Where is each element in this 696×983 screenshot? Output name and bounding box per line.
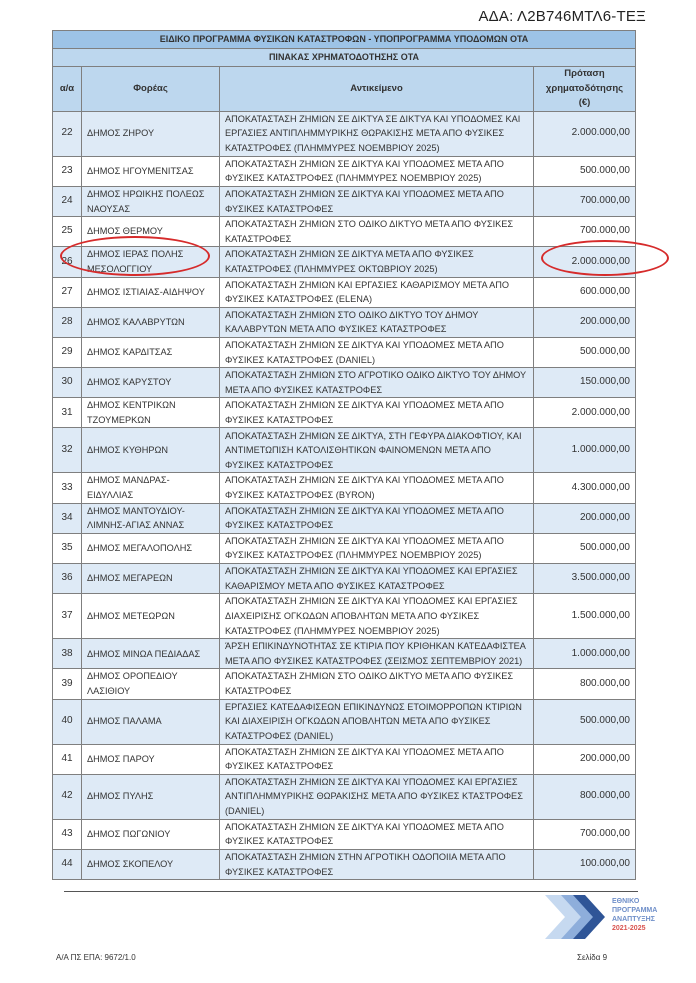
row-number: 39 — [53, 669, 82, 699]
row-subject: ΑΠΟΚΑΤΑΣΤΑΣΗ ΖΗΜΙΩΝ ΣΕ ΔΙΚΤΥΑ ΚΑΙ ΥΠΟΔΟΜΕΣ ΚΑΙ ΕΡΓΑΣΙΕΣ ΚΑΘΑΡΙΣΜΟΥ ΜΕΤΑ ΑΠΟ ΦΥΣΙΚΕΣ ΚΑΤΑΣΤΡΟΦΕΣ — [220, 564, 534, 594]
table-row — [53, 368, 636, 398]
row-subject: ΑΠΟΚΑΤΑΣΤΑΣΗ ΖΗΜΙΩΝ ΣΤΟ ΟΔΙΚΟ ΔΙΚΤΥΟ ΜΕΤΑ ΑΠΟ ΦΥΣΙΚΕΣ ΚΑΤΑΣΤΡΟΦΕΣ — [220, 669, 534, 699]
logo-line: ΕΘΝΙΚΟ — [612, 898, 640, 905]
table-row — [53, 111, 636, 156]
table-row — [53, 819, 636, 849]
row-amount: 1.500.000,00 — [534, 594, 636, 639]
table-row — [53, 849, 636, 879]
table-row — [53, 307, 636, 337]
logo-line: ΑΝΑΠΤΥΞΗΣ — [612, 916, 655, 923]
row-subject: ΑΠΟΚΑΤΑΣΤΑΣΗ ΖΗΜΙΩΝ ΣΕ ΔΙΚΤΥΑ ΚΑΙ ΥΠΟΔΟΜΕΣ ΜΕΤΑ ΑΠΟ ΦΥΣΙΚΕΣ ΚΑΤΑΣΤΡΟΦΕΣ — [220, 819, 534, 849]
row-number: 34 — [53, 503, 82, 533]
row-subject: ΕΡΓΑΣΙΕΣ ΚΑΤΕΔΑΦΙΣΕΩΝ ΕΠΙΚΙΝΔΥΝΩΣ ΕΤΟΙΜΟΡΡΟΠΩΝ ΚΤΙΡΙΩΝ ΚΑΙ ΔΙΑΧΕΙΡΙΣΗ ΟΓΚΩΔΩΝ ΑΠΟΒΛΗΤΩΝ ΜΕΤΑ ΑΠΟ ΦΥΣΙΚΕΣ ΚΑΤΑΣΤΡΟΦΕΣ (DANIEL) — [220, 699, 534, 744]
row-subject: ΑΠΟΚΑΤΑΣΤΑΣΗ ΖΗΜΙΩΝ ΣΤΟ ΑΓΡΟΤΙΚΟ ΟΔΙΚΟ ΔΙΚΤΥΟ ΤΟΥ ΔΗΜΟΥ ΜΕΤΑ ΑΠΟ ΦΥΣΙΚΕΣ ΚΑΤΑΣΤΡΟΦΕΣ — [220, 368, 534, 398]
table-row — [53, 217, 636, 247]
row-subject: ΑΠΟΚΑΤΑΣΤΑΣΗ ΖΗΜΙΩΝ ΣΕ ΔΙΚΤΥΑ ΚΑΙ ΥΠΟΔΟΜΕΣ ΚΑΙ ΕΡΓΑΣΙΕΣ ΑΝΤΙΠΛΗΜΜΥΡΙΚΗΣ ΘΩΡΑΚΙΣΗΣ ΜΕΤΑ ΑΠΟ ΦΥΣΙΚΕΣ ΚΤΑΣΤΡΟΦΕΣ (DANIEL) — [220, 774, 534, 819]
table-row — [53, 186, 636, 216]
table-row — [53, 669, 636, 699]
row-number: 42 — [53, 774, 82, 819]
row-body: ΔΗΜΟΣ ΜΕΓΑΛΟΠΟΛΗΣ — [82, 533, 220, 563]
col-header-subject: Αντικείμενο — [220, 67, 534, 112]
row-body: ΔΗΜΟΣ ΠΑΛΑΜΑ — [82, 699, 220, 744]
row-subject: ΆΡΣΗ ΕΠΙΚΙΝΔΥΝΟΤΗΤΑΣ ΣΕ ΚΤΙΡΙΑ ΠΟΥ ΚΡΙΘΗΚΑΝ ΚΑΤΕΔΑΦΙΣΤΕΑ ΜΕΤΑ ΑΠΟ ΦΥΣΙΚΕΣ ΚΑΤΑΣΤΡΟΦΕΣ (ΣΕΙΣΜΟΣ ΣΕΠΤΕΜΒΡΙΟΥ 2021) — [220, 639, 534, 669]
row-amount: 2.000.000,00 — [534, 398, 636, 428]
table-row — [53, 639, 636, 669]
row-body: ΔΗΜΟΣ ΜΑΝΤΟΥΔΙΟΥ-ΛΙΜΝΗΣ-ΑΓΙΑΣ ΑΝΝΑΣ — [82, 503, 220, 533]
row-body: ΔΗΜΟΣ ΙΕΡΑΣ ΠΟΛΗΣ ΜΕΣΟΛΟΓΓΙΟΥ — [82, 247, 220, 277]
row-amount: 100.000,00 — [534, 849, 636, 879]
logo-text — [612, 897, 657, 933]
row-subject: ΑΠΟΚΑΤΑΣΤΑΣΗ ΖΗΜΙΩΝ ΣΕ ΔΙΚΤΥΑ ΣΕ ΔΙΚΤΥΑ ΚΑΙ ΥΠΟΔΟΜΕΣ ΚΑΙ ΕΡΓΑΣΙΕΣ ΑΝΤΙΠΛΗΜΜΥΡΙΚΗΣ ΘΩΡΑΚΙΣΗΣ ΜΕΤΑ ΑΠΟ ΦΥΣΙΚΕΣ ΚΑΤΑΣΤΡΟΦΕΣ (ΠΛΗΜΜΥΡΕΣ ΝΟΕΜΒΡΙΟΥ 2025) — [220, 111, 534, 156]
table-row — [53, 533, 636, 563]
row-number: 33 — [53, 473, 82, 503]
row-number: 44 — [53, 849, 82, 879]
row-body: ΔΗΜΟΣ ΘΕΡΜΟΥ — [82, 217, 220, 247]
row-subject: ΑΠΟΚΑΤΑΣΤΑΣΗ ΖΗΜΙΩΝ ΣΕ ΔΙΚΤΥΑ, ΣΤΗ ΓΕΦΥΡΑ ΔΙΑΚΟΦΤΙΟΥ, ΚΑΙ ΑΝΤΙΜΕΤΩΠΙΣΗ ΚΑΤΟΛΙΣΘΗΤΙΚΩΝ ΦΑΙΝΟΜΕΝΩΝ ΜΕΤΑ ΑΠΟ ΦΥΣΙΚΕΣ ΚΑΤΑΣΤΡΟΦΕΣ — [220, 428, 534, 473]
row-body: ΔΗΜΟΣ ΜΕΤΕΩΡΩΝ — [82, 594, 220, 639]
col-header-body: Φορέας — [82, 67, 220, 112]
column-header-row — [53, 67, 636, 112]
row-body: ΔΗΜΟΣ ΠΩΓΩΝΙΟΥ — [82, 819, 220, 849]
row-number: 37 — [53, 594, 82, 639]
row-body: ΔΗΜΟΣ ΟΡΟΠΕΔΙΟΥ ΛΑΣΙΘΙΟΥ — [82, 669, 220, 699]
logo-years: 2021-2025 — [612, 925, 646, 932]
row-number: 29 — [53, 337, 82, 367]
table-row — [53, 428, 636, 473]
row-subject: ΑΠΟΚΑΤΑΣΤΑΣΗ ΖΗΜΙΩΝ ΚΑΙ ΕΡΓΑΣΙΕΣ ΚΑΘΑΡΙΣΜΟΥ ΜΕΤΑ ΑΠΟ ΦΥΣΙΚΕΣ ΚΑΤΑΣΤΡΟΦΕΣ (ELENA) — [220, 277, 534, 307]
table-subtitle: ΠΙΝΑΚΑΣ ΧΡΗΜΑΤΟΔΟΤΗΣΗΣ ΟΤΑ — [53, 49, 636, 67]
row-amount: 500.000,00 — [534, 156, 636, 186]
table-row — [53, 774, 636, 819]
row-amount: 500.000,00 — [534, 533, 636, 563]
row-amount: 700.000,00 — [534, 217, 636, 247]
row-body: ΔΗΜΟΣ ΣΚΟΠΕΛΟΥ — [82, 849, 220, 879]
row-subject: ΑΠΟΚΑΤΑΣΤΑΣΗ ΖΗΜΙΩΝ ΣΤΟ ΟΔΙΚΟ ΔΙΚΤΥΟ ΜΕΤΑ ΑΠΟ ΦΥΣΙΚΕΣ ΚΑΤΑΣΤΡΟΦΕΣ — [220, 217, 534, 247]
row-amount: 4.300.000,00 — [534, 473, 636, 503]
row-amount: 700.000,00 — [534, 186, 636, 216]
row-body: ΔΗΜΟΣ ΜΙΝΩΑ ΠΕΔΙΑΔΑΣ — [82, 639, 220, 669]
row-subject: ΑΠΟΚΑΤΑΣΤΑΣΗ ΖΗΜΙΩΝ ΣΕ ΔΙΚΤΥΑ ΚΑΙ ΥΠΟΔΟΜΕΣ ΜΕΤΑ ΑΠΟ ΦΥΣΙΚΕΣ ΚΑΤΑΣΤΡΟΦΕΣ — [220, 398, 534, 428]
table-title-row — [53, 31, 636, 49]
row-subject: ΑΠΟΚΑΤΑΣΤΑΣΗ ΖΗΜΙΩΝ ΣΕ ΔΙΚΤΥΑ ΚΑΙ ΥΠΟΔΟΜΕΣ ΜΕΤΑ ΑΠΟ ΦΥΣΙΚΕΣ ΚΑΤΑΣΤΡΟΦΕΣ — [220, 186, 534, 216]
table-row — [53, 699, 636, 744]
row-body: ΔΗΜΟΣ ΠΑΡΟΥ — [82, 744, 220, 774]
table-row — [53, 594, 636, 639]
row-number: 30 — [53, 368, 82, 398]
row-number: 27 — [53, 277, 82, 307]
row-number: 40 — [53, 699, 82, 744]
row-subject: ΑΠΟΚΑΤΑΣΤΑΣΗ ΖΗΜΙΩΝ ΣΕ ΔΙΚΤΥΑ ΜΕΤΑ ΑΠΟ ΦΥΣΙΚΕΣ ΚΑΤΑΣΤΡΟΦΕΣ (ΠΛΗΜΜΥΡΕΣ ΟΚΤΩΒΡΙΟΥ 2025) — [220, 247, 534, 277]
row-amount: 2.000.000,00 — [534, 111, 636, 156]
row-number: 41 — [53, 744, 82, 774]
table-row — [53, 564, 636, 594]
table-row — [53, 277, 636, 307]
row-subject: ΑΠΟΚΑΤΑΣΤΑΣΗ ΖΗΜΙΩΝ ΣΤΟ ΟΔΙΚΟ ΔΙΚΤΥΟ ΤΟΥ ΔΗΜΟΥ ΚΑΛΑΒΡΥΤΩΝ ΜΕΤΑ ΑΠΟ ΦΥΣΙΚΕΣ ΚΑΤΑΣΤΡΟΦΕΣ — [220, 307, 534, 337]
row-number: 22 — [53, 111, 82, 156]
row-amount: 200.000,00 — [534, 503, 636, 533]
row-number: 25 — [53, 217, 82, 247]
row-subject: ΑΠΟΚΑΤΑΣΤΑΣΗ ΖΗΜΙΩΝ ΣΕ ΔΙΚΤΥΑ ΚΑΙ ΥΠΟΔΟΜΕΣ ΚΑΙ ΕΡΓΑΣΙΕΣ ΔΙΑΧΕΙΡΙΣΗΣ ΟΓΚΩΔΩΝ ΑΠΟΒΛΗΤΩΝ ΜΕΤΑ ΑΠΟ ΦΥΣΙΚΕΣ ΚΑΤΑΣΤΡΟΦΕΣ (ΠΛΗΜΜΥΡΕΣ ΝΟΕΜΒΡΙΟΥ 2025) — [220, 594, 534, 639]
row-body: ΔΗΜΟΣ ΖΗΡΟΥ — [82, 111, 220, 156]
table-row — [53, 337, 636, 367]
table-title: ΕΙΔΙΚΟ ΠΡΟΓΡΑΜΜΑ ΦΥΣΙΚΩΝ ΚΑΤΑΣΤΡΟΦΩΝ - ΥΠΟΠΡΟΓΡΑΜΜΑ ΥΠΟΔΟΜΩΝ ΟΤΑ — [53, 31, 636, 49]
col-header-amount: Πρόταση χρηματοδότησης (€) — [534, 67, 636, 112]
row-number: 24 — [53, 186, 82, 216]
table-subtitle-row — [53, 49, 636, 67]
row-subject: ΑΠΟΚΑΤΑΣΤΑΣΗ ΖΗΜΙΩΝ ΣΤΗΝ ΑΓΡΟΤΙΚΗ ΟΔΟΠΟΙΙΑ ΜΕΤΑ ΑΠΟ ΦΥΣΙΚΕΣ ΚΑΤΑΣΤΡΟΦΕΣ — [220, 849, 534, 879]
row-amount: 150.000,00 — [534, 368, 636, 398]
table-row — [53, 398, 636, 428]
row-amount: 500.000,00 — [534, 337, 636, 367]
row-number: 26 — [53, 247, 82, 277]
row-body: ΔΗΜΟΣ ΜΕΓΑΡΕΩΝ — [82, 564, 220, 594]
row-subject: ΑΠΟΚΑΤΑΣΤΑΣΗ ΖΗΜΙΩΝ ΣΕ ΔΙΚΤΥΑ ΚΑΙ ΥΠΟΔΟΜΕΣ ΜΕΤΑ ΑΠΟ ΦΥΣΙΚΕΣ ΚΑΤΑΣΤΡΟΦΕΣ — [220, 503, 534, 533]
funding-table — [52, 30, 636, 880]
row-body: ΔΗΜΟΣ ΚΑΡΔΙΤΣΑΣ — [82, 337, 220, 367]
row-amount: 3.500.000,00 — [534, 564, 636, 594]
logo-line: ΠΡΟΓΡΑΜΜΑ — [612, 907, 658, 914]
row-body: ΔΗΜΟΣ ΜΑΝΔΡΑΣ-ΕΙΔΥΛΛΙΑΣ — [82, 473, 220, 503]
row-subject: ΑΠΟΚΑΤΑΣΤΑΣΗ ΖΗΜΙΩΝ ΣΕ ΔΙΚΤΥΑ ΚΑΙ ΥΠΟΔΟΜΕΣ ΜΕΤΑ ΑΠΟ ΦΥΣΙΚΕΣ ΚΑΤΑΣΤΡΟΦΕΣ (DANIEL) — [220, 337, 534, 367]
row-amount: 600.000,00 — [534, 277, 636, 307]
row-body: ΔΗΜΟΣ ΠΥΛΗΣ — [82, 774, 220, 819]
row-number: 28 — [53, 307, 82, 337]
ada-code: ΑΔΑ: Λ2Β746ΜΤΛ6-ΤΕΞ — [478, 8, 646, 25]
row-body: ΔΗΜΟΣ ΗΓΟΥΜΕΝΙΤΣΑΣ — [82, 156, 220, 186]
row-amount: 200.000,00 — [534, 744, 636, 774]
table-row — [53, 744, 636, 774]
row-body: ΔΗΜΟΣ ΚΑΛΑΒΡΥΤΩΝ — [82, 307, 220, 337]
row-subject: ΑΠΟΚΑΤΑΣΤΑΣΗ ΖΗΜΙΩΝ ΣΕ ΔΙΚΤΥΑ ΚΑΙ ΥΠΟΔΟΜΕΣ ΜΕΤΑ ΑΠΟ ΦΥΣΙΚΕΣ ΚΑΤΑΣΤΡΟΦΕΣ (ΠΛΗΜΜΥΡΕΣ ΝΟΕΜΒΡΙΟΥ 2025) — [220, 156, 534, 186]
row-amount: 500.000,00 — [534, 699, 636, 744]
table-row — [53, 473, 636, 503]
row-number: 38 — [53, 639, 82, 669]
row-number: 31 — [53, 398, 82, 428]
table-row — [53, 503, 636, 533]
row-number: 35 — [53, 533, 82, 563]
row-subject: ΑΠΟΚΑΤΑΣΤΑΣΗ ΖΗΜΙΩΝ ΣΕ ΔΙΚΤΥΑ ΚΑΙ ΥΠΟΔΟΜΕΣ ΜΕΤΑ ΑΠΟ ΦΥΣΙΚΕΣ ΚΑΤΑΣΤΡΟΦΕΣ (BYRON) — [220, 473, 534, 503]
footer-doc-code: Α/Α ΠΣ ΕΠΑ: 9672/1.0 — [56, 953, 136, 962]
row-number: 43 — [53, 819, 82, 849]
row-amount: 1.000.000,00 — [534, 428, 636, 473]
row-amount: 200.000,00 — [534, 307, 636, 337]
row-amount: 800.000,00 — [534, 774, 636, 819]
row-body: ΔΗΜΟΣ ΙΣΤΙΑΙΑΣ-ΑΙΔΗΨΟΥ — [82, 277, 220, 307]
footer-page-number: Σελίδα 9 — [577, 953, 608, 962]
row-amount: 800.000,00 — [534, 669, 636, 699]
row-amount: 2.000.000,00 — [534, 247, 636, 277]
row-subject: ΑΠΟΚΑΤΑΣΤΑΣΗ ΖΗΜΙΩΝ ΣΕ ΔΙΚΤΥΑ ΚΑΙ ΥΠΟΔΟΜΕΣ ΜΕΤΑ ΑΠΟ ΦΥΣΙΚΕΣ ΚΑΤΑΣΤΡΟΦΕΣ — [220, 744, 534, 774]
row-number: 36 — [53, 564, 82, 594]
col-header-number: α/α — [53, 67, 82, 112]
row-number: 32 — [53, 428, 82, 473]
row-amount: 1.000.000,00 — [534, 639, 636, 669]
row-subject: ΑΠΟΚΑΤΑΣΤΑΣΗ ΖΗΜΙΩΝ ΣΕ ΔΙΚΤΥΑ ΚΑΙ ΥΠΟΔΟΜΕΣ ΜΕΤΑ ΑΠΟ ΦΥΣΙΚΕΣ ΚΑΤΑΣΤΡΟΦΕΣ (ΠΛΗΜΜΥΡΕΣ ΝΟΕΜΒΡΙΟΥ 2025) — [220, 533, 534, 563]
row-body: ΔΗΜΟΣ ΗΡΩΙΚΗΣ ΠΟΛΕΩΣ ΝΑΟΥΣΑΣ — [82, 186, 220, 216]
table-row — [53, 156, 636, 186]
row-body: ΔΗΜΟΣ ΚΑΡΥΣΤΟΥ — [82, 368, 220, 398]
row-body: ΔΗΜΟΣ ΚΥΘΗΡΩΝ — [82, 428, 220, 473]
row-number: 23 — [53, 156, 82, 186]
row-body: ΔΗΜΟΣ ΚΕΝΤΡΙΚΩΝ ΤΖΟΥΜΕΡΚΩΝ — [82, 398, 220, 428]
row-amount: 700.000,00 — [534, 819, 636, 849]
table-row — [53, 247, 636, 277]
